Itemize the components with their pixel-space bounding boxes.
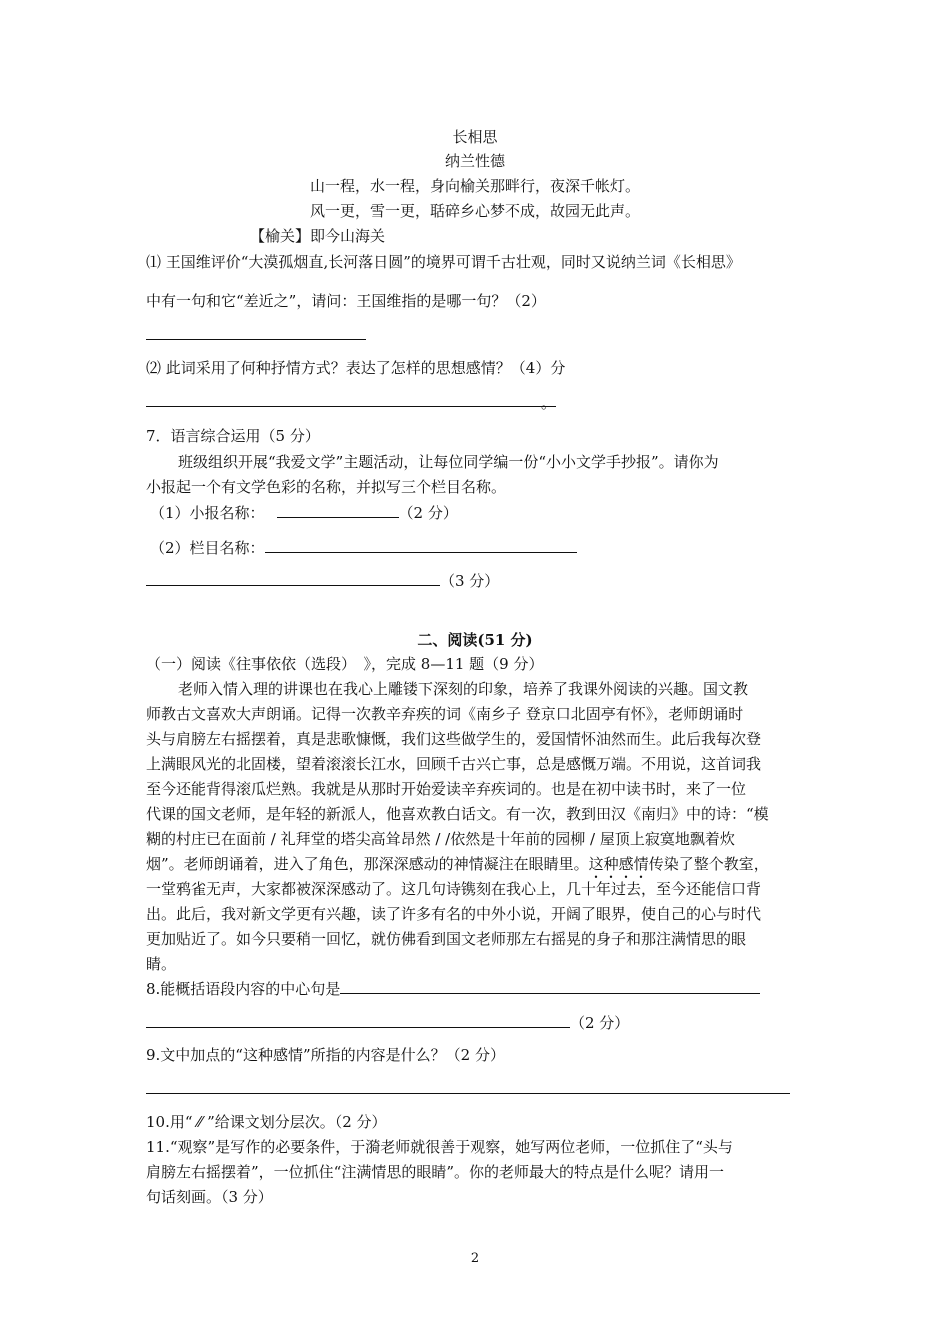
- passage-line: 糊的村庄已在面前 / 礼拜堂的塔尖高耸昂然 / /依然是十年前的园柳 / 屋顶上寂寞地飘着炊: [146, 830, 735, 848]
- question-2-end-mark: 。: [541, 394, 557, 412]
- passage-line: 一堂鸦雀无声，大家都被深深感动了。这几句诗镌刻在我心上，几十年过去，至今还能信口背: [146, 880, 762, 898]
- passage-line: 睛。: [146, 955, 177, 973]
- poem-line-2: 风一更，雪一更，聒碎乡心梦不成，故园无此声。: [309, 202, 640, 220]
- passage-line: 代课的国文老师，是年轻的新派人，他喜欢教白话文。有一次，教到田汉《南归》中的诗：“模: [146, 805, 769, 823]
- newspaper-name-score: （2 分）: [398, 504, 458, 522]
- passage-line: 上满眼风光的北固楼，望着滚滚长江水，回顾千古兴亡事，总是感慨万端。不用说，这首词我: [146, 755, 762, 773]
- question-2: ⑵ 此词采用了何种抒情方式？表达了怎样的思想感情？（4）分: [146, 359, 566, 377]
- question-10: 10.用“ ⁄⁄ ”给课文划分层次。（2 分）: [146, 1113, 387, 1131]
- poem-note: 【榆关】即今山海关: [250, 227, 386, 245]
- poem-line-1: 山一程，水一程，身向榆关那畔行，夜深千帐灯。: [309, 177, 640, 195]
- page-number: 2: [470, 1251, 480, 1266]
- column-names-blank-2[interactable]: [146, 568, 440, 586]
- passage-text: 烟”。老师朗诵着，进入了角色，那深深感动的神情凝注在眼睛里。: [146, 855, 589, 873]
- newspaper-name-label: （1）小报名称：: [150, 504, 265, 522]
- passage-text: 传染了整个教室，: [648, 855, 769, 873]
- question-7-text-2: 小报起一个有文学色彩的名称，并拟写三个栏目名称。: [146, 478, 507, 496]
- section-2-title: 二、阅读(51 分): [417, 631, 533, 649]
- poem-title: 长相思: [452, 128, 498, 146]
- question-8-score: （2 分）: [570, 1014, 630, 1032]
- question-8-cont: [146, 1010, 629, 1034]
- question-7-sub-1: [150, 500, 458, 524]
- passage-line: 至今还能背得滚瓜烂熟。我就是从那时开始爱读辛弃疾词的。也是在初中读书时，来了一位: [146, 780, 747, 798]
- column-names-label: （2）栏目名称：: [150, 539, 265, 557]
- passage-line: 头与肩膀左右摇摆着，真是悲歌慷慨，我们这些做学生的，爱国情怀油然而生。此后我每次登: [146, 730, 762, 748]
- column-names-score: （3 分）: [440, 572, 500, 590]
- question-11-line-1: 11.“观察”是写作的必要条件，于漪老师就很善于观察，她写两位老师，一位抓住了“头与: [146, 1138, 733, 1156]
- passage-line: 师教古文喜欢大声朗诵。记得一次教辛弃疾的词《南乡子 登京口北固亭有怀》，老师朗诵时: [146, 705, 744, 723]
- question-7-sub-2-cont: [146, 568, 499, 592]
- answer-line-q8-2[interactable]: [146, 1010, 570, 1028]
- answer-line-q2[interactable]: [146, 406, 556, 407]
- question-7-sub-2: [150, 535, 577, 559]
- answer-line-q9[interactable]: [146, 1093, 790, 1094]
- question-1-line-1: ⑴ 王国维评价“大漠孤烟直,长河落日圆”的境界可谓千古壮观，同时又说纳兰词《长相思》: [146, 253, 741, 271]
- newspaper-name-blank[interactable]: [277, 500, 399, 518]
- answer-line-q8[interactable]: [340, 976, 760, 994]
- answer-line-q1[interactable]: [146, 339, 366, 340]
- poem-author: 纳兰性德: [444, 152, 505, 170]
- passage-line: 更加贴近了。如今只要稍一回忆，就仿佛看到国文老师那左右摇晃的身子和那注满情思的眼: [146, 930, 747, 948]
- passage-line: 老师入情入理的讲课也在我心上雕镂下深刻的印象，培养了我课外阅读的兴趣。国文教: [178, 680, 749, 698]
- question-7-title: 7．语言综合运用（5 分）: [146, 427, 320, 445]
- column-names-blank[interactable]: [265, 535, 577, 553]
- question-9: 9.文中加点的“这种感情”所指的内容是什么？（2 分）: [146, 1046, 505, 1064]
- emphasized-phrase: 这种感情: [588, 855, 649, 873]
- section-2-intro: （一）阅读《往事依依（选段） 》，完成 8—11 题（9 分）: [146, 655, 544, 673]
- question-11-line-3: 句话刻画。（3 分）: [146, 1188, 273, 1206]
- question-7-text-1: 班级组织开展“我爱文学”主题活动，让每位同学编一份“小小文学手抄报”。请你为: [178, 453, 719, 471]
- question-1-line-2: 中有一句和它“差近之”，请问：王国维指的是哪一句？（2）: [146, 292, 546, 310]
- question-11-line-2: 肩膀左右摇摆着”，一位抓住“注满情思的眼睛”。你的老师最大的特点是什么呢？请用一: [146, 1163, 725, 1181]
- passage-line: 出。此后，我对新文学更有兴趣，读了许多有名的中外小说，开阔了眼界，使自己的心与时代: [146, 905, 762, 923]
- question-8-label: 8.能概括语段内容的中心句是: [146, 980, 341, 998]
- question-8: [146, 976, 760, 1000]
